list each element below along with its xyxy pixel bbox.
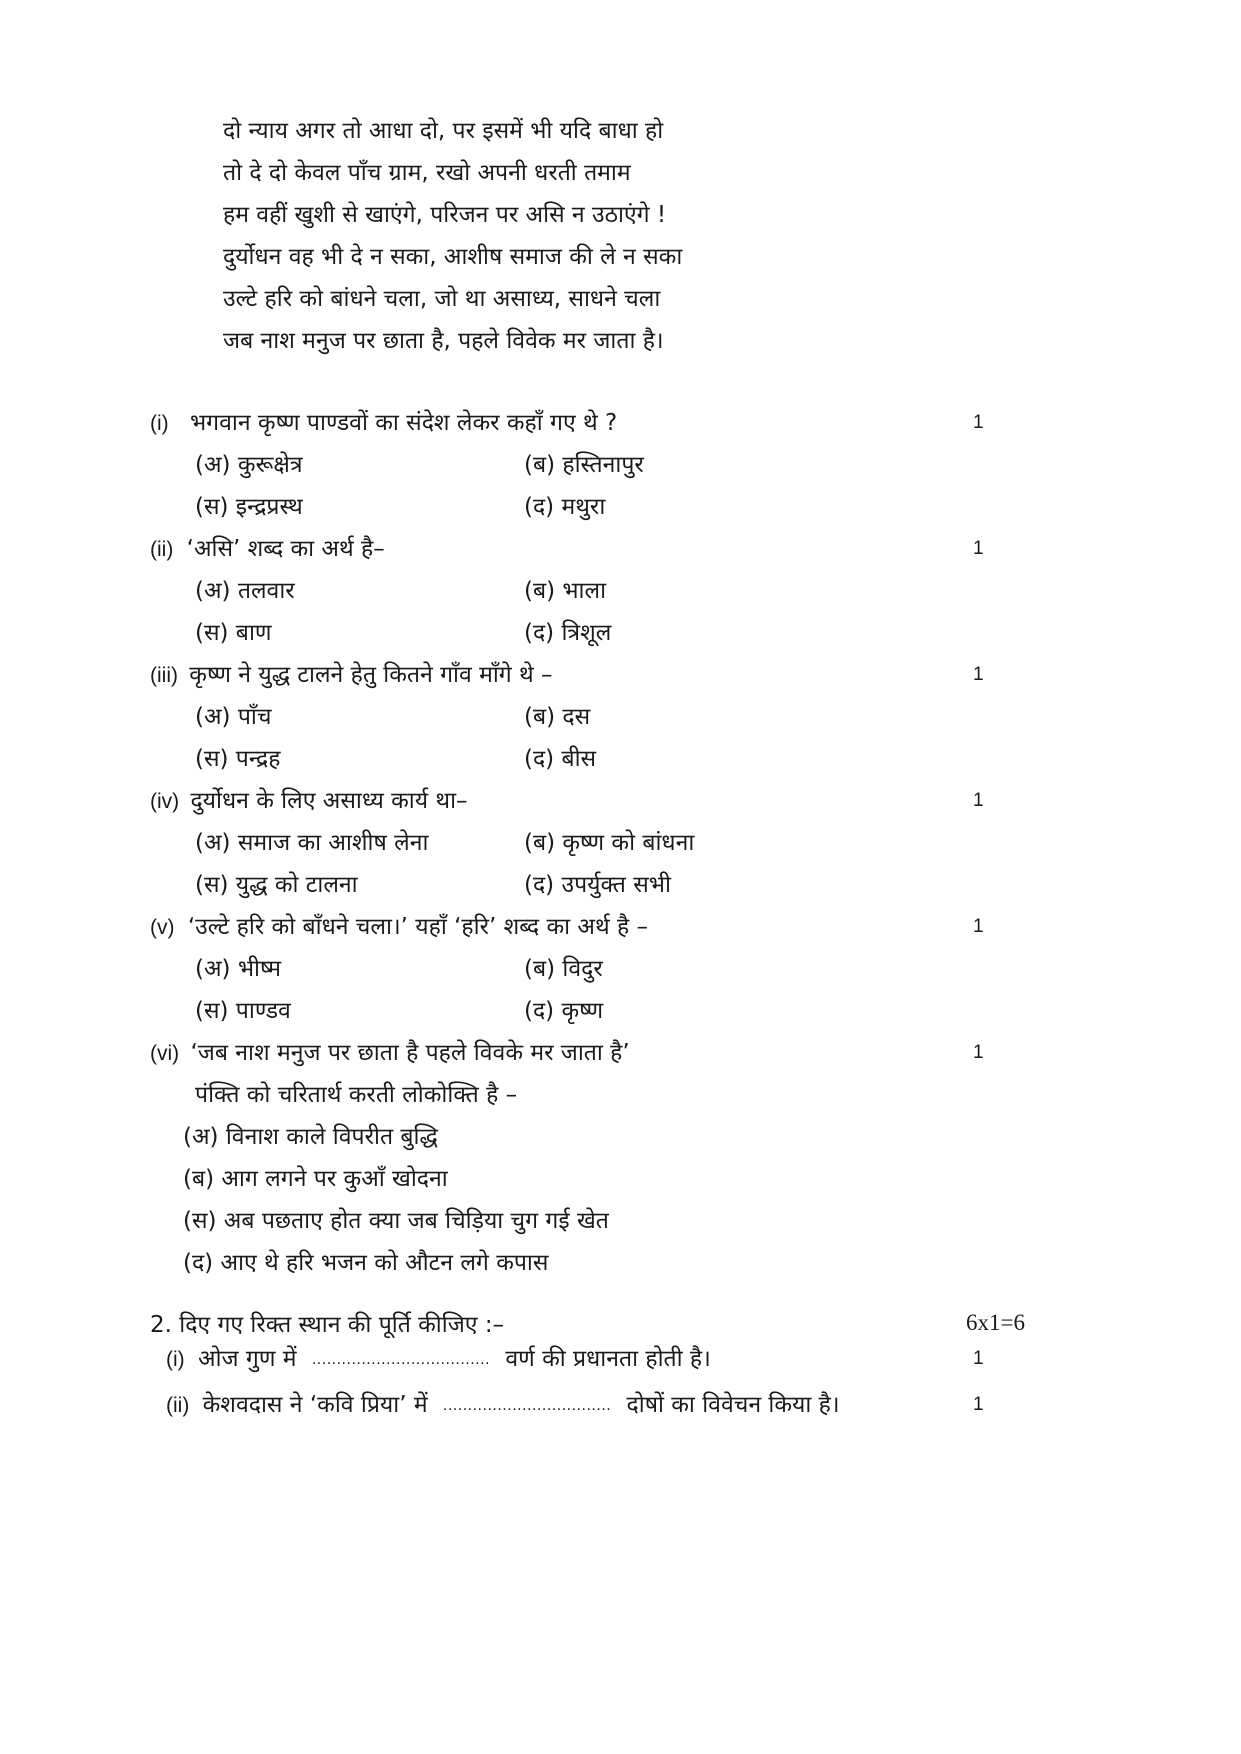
poem-line: दो न्याय अगर तो आधा दो, पर इसमें भी यदि बाधा हो [223, 118, 664, 144]
question-number: (v) [150, 916, 175, 939]
question-text: कृष्ण ने युद्ध टालने हेतु कितने गाँव माँगे थे – [189, 662, 553, 688]
option-d: (द) उपर्युक्त सभी [524, 872, 671, 898]
option-c: (स) अब पछताए होत क्या जब चिड़िया चुग गई खेत [183, 1208, 609, 1234]
item-marks: 1 [973, 1348, 984, 1369]
item-text-before: केशवदास ने ‘कवि प्रिया’ में [202, 1392, 428, 1418]
fill-blank-item [166, 1344, 711, 1375]
option-b: (ब) कृष्ण को बांधना [524, 830, 695, 856]
question-marks: 1 [973, 1042, 984, 1063]
poem-line: हम वहीं खुशी से खाएंगे, परिजन पर असि न उठाएंगे ! [223, 202, 667, 228]
blank-line: .................................... [311, 1352, 491, 1368]
fill-blank-item [166, 1390, 840, 1421]
option-a: (अ) कुरूक्षेत्र [195, 452, 303, 478]
item-number: (ii) [166, 1394, 190, 1417]
question-marks: 1 [973, 412, 984, 433]
option-a: (अ) समाज का आशीष लेना [195, 830, 429, 856]
option-c: (स) इन्द्रप्रस्थ [195, 494, 303, 520]
question-marks: 1 [973, 916, 984, 937]
option-b: (ब) विदुर [524, 956, 603, 982]
poem-line: जब नाश मनुज पर छाता है, पहले विवेक मर जाता है। [223, 328, 664, 354]
option-d: (द) त्रिशूल [524, 620, 612, 646]
blank-line: .................................. [442, 1398, 612, 1414]
option-b: (ब) दस [524, 704, 591, 730]
question-text-continued: पंक्ति को चरितार्थ करती लोकोक्ति है – [195, 1082, 518, 1108]
question-text: भगवान कृष्ण पाण्डवों का संदेश लेकर कहाँ गए थे ? [189, 410, 618, 436]
poem-line: तो दे दो केवल पाँच ग्राम, रखो अपनी धरती तमाम [223, 160, 631, 186]
poem-line: उल्टे हरि को बांधने चला, जो था असाध्य, साधने चला [223, 286, 661, 312]
question-text: ‘असि’ शब्द का अर्थ है– [186, 536, 385, 562]
question-number: (i) [150, 412, 169, 435]
option-d: (द) कृष्ण [524, 998, 604, 1024]
option-b: (ब) आग लगने पर कुआँ खोदना [183, 1166, 448, 1192]
question-number: (iii) [150, 664, 178, 687]
option-a: (अ) पाँच [195, 704, 272, 730]
option-a: (अ) तलवार [195, 578, 295, 604]
question-marks: 1 [973, 538, 984, 559]
option-c: (स) पन्द्रह [195, 746, 281, 772]
item-text-before: ओज गुण में [197, 1346, 297, 1372]
question-number: (vi) [150, 1042, 180, 1065]
question-text: ‘उल्टे हरि को बाँधने चला।’ यहाँ ‘हरि’ शब्द का अर्थ है – [187, 914, 648, 940]
option-b: (ब) हस्तिनापुर [524, 452, 644, 478]
option-a: (अ) भीष्म [195, 956, 281, 982]
poem-line: दुर्योधन वह भी दे न सका, आशीष समाज की ले न सका [223, 244, 683, 270]
item-text-after: वर्ण की प्रधानता होती है। [505, 1346, 711, 1372]
question-number: (iv) [150, 790, 180, 813]
question-number: (ii) [150, 538, 174, 561]
option-c: (स) युद्ध को टालना [195, 872, 358, 898]
option-c: (स) पाण्डव [195, 998, 291, 1024]
option-d: (द) आए थे हरि भजन को औटन लगे कपास [183, 1250, 549, 1276]
item-text-after: दोषों का विवेचन किया है। [626, 1392, 840, 1418]
question-marks: 1 [973, 790, 984, 811]
question-text: ‘जब नाश मनुज पर छाता है पहले विवके मर जाता है’ [190, 1040, 630, 1066]
section-heading: 2. दिए गए रिक्त स्थान की पूर्ति कीजिए :– [150, 1312, 505, 1338]
option-a: (अ) विनाश काले विपरीत बुद्धि [183, 1124, 438, 1150]
question-marks: 1 [973, 664, 984, 685]
question-text: दुर्योधन के लिए असाध्य कार्य था– [190, 788, 468, 814]
option-d: (द) मथुरा [524, 494, 606, 520]
option-b: (ब) भाला [524, 578, 607, 604]
option-c: (स) बाण [195, 620, 272, 646]
section-marks: 6x1=6 [966, 1310, 1025, 1335]
item-marks: 1 [973, 1394, 984, 1415]
item-number: (i) [166, 1348, 185, 1371]
option-d: (द) बीस [524, 746, 597, 772]
